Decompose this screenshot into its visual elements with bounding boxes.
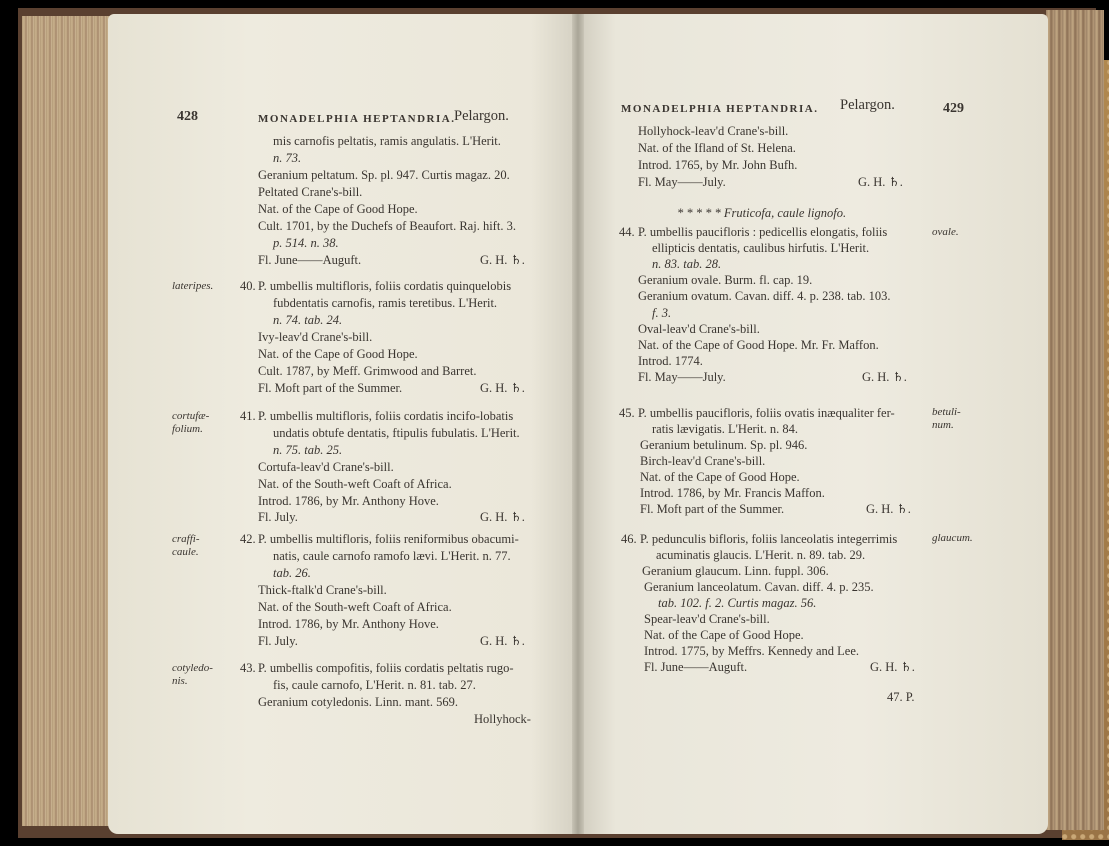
catchword: 47. P. [887, 690, 915, 704]
text-line: Introd. 1786, by Mr. Anthony Hove. [258, 617, 439, 631]
margin-species-name: cotyledo- [172, 662, 213, 674]
text-line: acuminatis glaucis. L'Herit. n. 89. tab. 29. [656, 548, 866, 562]
text-line: undatis obtufe dentatis, ftipulis fubulatis. L'Herit. [273, 426, 520, 440]
margin-species-name: betuli- [932, 406, 961, 418]
text-line: Fl. Moft part of the Summer. [258, 381, 403, 395]
text-line: Peltated Crane's-bill. [258, 185, 363, 199]
text-line: natis, caule carnofo ramofo lævi. L'Herit. n. 77. [273, 549, 511, 563]
margin-species-name: glaucum. [932, 532, 973, 544]
catchword: Hollyhock- [474, 712, 531, 726]
text-line: Cult. 1701, by the Duchefs of Beaufort. Raj. hift. 3. [258, 219, 516, 233]
text-line: Nat. of the South-weft Coaft of Africa. [258, 600, 452, 614]
habitat-mark: G. H. ♄. [480, 634, 525, 648]
entry-number: 43. [240, 661, 256, 675]
margin-species-name: nis. [172, 675, 188, 687]
text-line: fubdentatis carnofis, ramis teretibus. L'Herit. [273, 296, 498, 310]
text-line: p. 514. n. 38. [273, 236, 339, 250]
page-edges-left [22, 16, 112, 826]
right-running-head: MONADELPHIA HEPTANDRIA. [621, 103, 819, 115]
text-line: n. 74. tab. 24. [273, 313, 343, 327]
text-line: P. umbellis compofitis, foliis cordatis peltatis rugo- [258, 661, 514, 675]
margin-species-name: folium. [172, 423, 203, 435]
habitat-mark: G. H. ♄. [480, 510, 525, 524]
text-line: fis, caule carnofo, L'Herit. n. 81. tab. 27. [273, 678, 476, 692]
text-line: Geranium ovale. Burm. fl. cap. 19. [638, 273, 813, 287]
text-line: Geranium ovatum. Cavan. diff. 4. p. 238. tab. 103. [638, 289, 891, 303]
text-line: Thick-ftalk'd Crane's-bill. [258, 583, 387, 597]
margin-species-name: num. [932, 419, 954, 431]
text-line: Introd. 1765, by Mr. John Bufh. [638, 158, 798, 172]
habitat-mark: G. H. ♄. [866, 502, 911, 516]
entry-number: 42. [240, 532, 256, 546]
margin-species-name: cortufæ- [172, 410, 210, 422]
text-line: Nat. of the Cape of Good Hope. Mr. Fr. Maffon. [638, 338, 879, 352]
text-line: P. pedunculis bifloris, foliis lanceolatis integerrimis [640, 532, 898, 546]
margin-species-name: craffi- [172, 533, 200, 545]
text-line: Fl. May——July. [638, 175, 726, 189]
entry-number: 41. [240, 409, 256, 423]
text-line: Nat. of the Cape of Good Hope. [640, 470, 800, 484]
text-line: P. umbellis multifloris, foliis reniformibus obacumi- [258, 532, 519, 546]
text-line: P. umbellis paucifloris, foliis ovatis inæqualiter fer- [638, 406, 895, 420]
entry-number: 45. [619, 406, 635, 420]
text-line: Fl. June——Auguft. [258, 253, 362, 267]
left-running-head: MONADELPHIA HEPTANDRIA. [258, 113, 456, 125]
text-line: Birch-leav'd Crane's-bill. [640, 454, 766, 468]
text-line: Ivy-leav'd Crane's-bill. [258, 330, 373, 344]
entry-number: 44. [619, 225, 635, 239]
text-line: P. umbellis multifloris, foliis cordatis quinquelobis [258, 279, 512, 293]
margin-species-name: lateripes. [172, 280, 214, 292]
text-line: tab. 26. [273, 566, 311, 580]
text-line: Oval-leav'd Crane's-bill. [638, 322, 760, 336]
habitat-mark: G. H. ♄. [858, 175, 903, 189]
text-line: mis carnofis peltatis, ramis angulatis. L'Herit. [273, 134, 501, 148]
text-line: f. 3. [652, 306, 672, 320]
text-line: Geranium glaucum. Linn. fuppl. 306. [642, 564, 829, 578]
text-line: Spear-leav'd Crane's-bill. [644, 612, 770, 626]
text-line: Nat. of the South-weft Coaft of Africa. [258, 477, 452, 491]
text-line: Nat. of the Cape of Good Hope. [258, 202, 418, 216]
left-genus: Pelargon. [454, 108, 509, 124]
text-line: Geranium betulinum. Sp. pl. 946. [640, 438, 808, 452]
text-line: Introd. 1774. [638, 354, 703, 368]
habitat-mark: G. H. ♄. [870, 660, 915, 674]
entry-number: 40. [240, 279, 256, 293]
text-line: Introd. 1775, by Meffrs. Kennedy and Lee. [644, 644, 859, 658]
habitat-mark: G. H. ♄. [862, 370, 907, 384]
text-line: Introd. 1786, by Mr. Francis Maffon. [640, 486, 825, 500]
text-line: Fl. May——July. [638, 370, 726, 384]
book-gutter [572, 14, 584, 834]
text-line: n. 83. tab. 28. [652, 257, 722, 271]
text-line: Geranium cotyledonis. Linn. mant. 569. [258, 695, 458, 709]
right-genus: Pelargon. [840, 97, 895, 113]
section-heading: * * * * * Fruticofa, caule lignofo. [677, 206, 847, 220]
entry-number: 46. [621, 532, 637, 546]
habitat-mark: G. H. ♄. [480, 381, 525, 395]
text-line: P. umbellis multifloris, foliis cordatis incifo-lobatis [258, 409, 514, 423]
text-line: Fl. June——Auguft. [644, 660, 748, 674]
text-line: Nat. of the Cape of Good Hope. [258, 347, 418, 361]
text-line: Cortufa-leav'd Crane's-bill. [258, 460, 394, 474]
text-line: tab. 102. f. 2. Curtis magaz. 56. [658, 596, 817, 610]
habitat-mark: G. H. ♄. [480, 253, 525, 267]
text-line: Fl. July. [258, 634, 298, 648]
right-page-number: 429 [943, 101, 964, 116]
text-line: Fl. Moft part of the Summer. [640, 502, 785, 516]
text-line: n. 75. tab. 25. [273, 443, 343, 457]
text-line: ratis lævigatis. L'Herit. n. 84. [652, 422, 798, 436]
text-line: Hollyhock-leav'd Crane's-bill. [638, 124, 789, 138]
text-line: Introd. 1786, by Mr. Anthony Hove. [258, 494, 439, 508]
text-line: n. 73. [273, 151, 302, 165]
margin-species-name: caule. [172, 546, 199, 558]
page-edges-right [1046, 10, 1104, 830]
left-page-number: 428 [177, 109, 198, 124]
text-line: Nat. of the Cape of Good Hope. [644, 628, 804, 642]
text-line: Fl. July. [258, 510, 298, 524]
text-line: Geranium lanceolatum. Cavan. diff. 4. p. 235. [644, 580, 874, 594]
text-line: P. umbellis paucifloris : pedicellis elongatis, foliis [638, 225, 888, 239]
text-line: Geranium peltatum. Sp. pl. 947. Curtis magaz. 20. [258, 168, 510, 182]
text-line: Cult. 1787, by Meff. Grimwood and Barret. [258, 364, 477, 378]
text-line: ellipticis dentatis, caulibus hirfutis. L'Herit. [652, 241, 870, 255]
margin-species-name: ovale. [932, 226, 959, 238]
text-line: Nat. of the Ifland of St. Helena. [638, 141, 796, 155]
